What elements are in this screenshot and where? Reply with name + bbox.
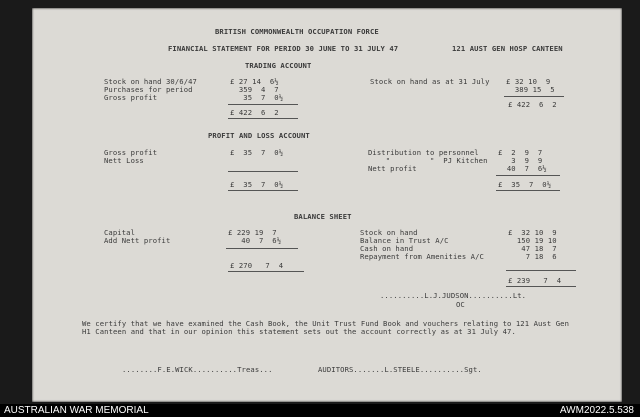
profit-loss-right-rule	[496, 175, 560, 176]
profit-loss-left-total-rule	[228, 190, 298, 191]
trading-left-rule	[228, 104, 298, 105]
archive-footer	[0, 404, 640, 417]
header-period: FINANCIAL STATEMENT FOR PERIOD 30 JUNE TO 31 JULY 47	[168, 44, 399, 53]
treasurer-signature-line: ........F.E.WICK..........Treas...	[122, 365, 273, 374]
balance-sheet-right-total-rule	[506, 286, 576, 287]
archive-name: AUSTRALIAN WAR MEMORIAL	[4, 405, 149, 416]
profit-loss-left-amount: £ 35 7 0½	[230, 148, 284, 157]
profit-loss-heading: PROFIT AND LOSS ACCOUNT	[208, 131, 310, 140]
profit-loss-left-labels: Gross profit Nett Loss	[104, 148, 158, 165]
balance-sheet-left-rule	[226, 248, 298, 249]
trading-left-labels: Stock on hand 30/6/47 Purchases for period Gross profit	[104, 77, 197, 102]
balance-sheet-right-amounts: £ 32 10 9 150 19 10 47 18 7 7 18 6	[508, 228, 557, 261]
balance-sheet-right-rule	[506, 270, 576, 271]
balance-sheet-left-total-rule	[228, 271, 304, 272]
balance-sheet-right-labels: Stock on hand Balance in Trust A/C Cash on hand Repayment from Amenities A/C	[360, 228, 484, 261]
balance-sheet-right-total: £ 239 7 4	[508, 276, 562, 285]
archive-reference: AWM2022.5.538	[559, 405, 634, 416]
trading-account-heading: TRADING ACCOUNT	[245, 61, 312, 70]
trading-right-rule	[504, 96, 564, 97]
trading-left-total: £ 422 6 2	[230, 108, 279, 117]
balance-sheet-left-amounts: £ 229 19 7 40 7 6½	[228, 228, 282, 245]
profit-loss-left-rule	[228, 171, 298, 172]
balance-sheet-left-labels: Capital Add Nett profit	[104, 228, 171, 245]
trading-left-total-rule	[228, 118, 298, 119]
balance-sheet-left-total: £ 270 7 4	[230, 261, 284, 270]
trading-left-amounts: £ 27 14 6½ 359 4 7 35 7 0½	[230, 77, 284, 102]
balance-sheet-heading: BALANCE SHEET	[294, 212, 352, 221]
trading-right-amounts: £ 32 10 9 389 15 5	[506, 77, 555, 94]
profit-loss-left-total: £ 35 7 0½	[230, 180, 284, 189]
auditor-signature-line: AUDITORS.......L.STEELE..........Sgt.	[318, 365, 482, 374]
officer-unit: OC	[456, 300, 465, 309]
trading-right-label: Stock on hand as at 31 July	[370, 77, 490, 86]
certification-text: We certify that we have examined the Cash Book, the Unit Trust Fund Book and vouchers relating to 121 Aust Gen H1 Canteen and that in our opinion this statement sets out the account correctly as at 31 July 47.	[82, 319, 569, 336]
document-page	[32, 8, 622, 402]
profit-loss-right-total: £ 35 7 0½	[498, 180, 552, 189]
profit-loss-right-amounts: £ 2 9 7 3 9 9 40 7 6½	[498, 148, 547, 173]
profit-loss-right-total-rule	[496, 190, 560, 191]
profit-loss-right-labels: Distribution to personnel " " PJ Kitchen Nett profit	[368, 148, 488, 173]
header-unit: 121 AUST GEN HOSP CANTEEN	[452, 44, 563, 53]
header-title: BRITISH COMMONWEALTH OCCUPATION FORCE	[215, 27, 379, 36]
trading-right-total: £ 422 6 2	[508, 100, 557, 109]
officer-signature-line: ..........L.J.JUDSON..........Lt.	[380, 291, 527, 300]
